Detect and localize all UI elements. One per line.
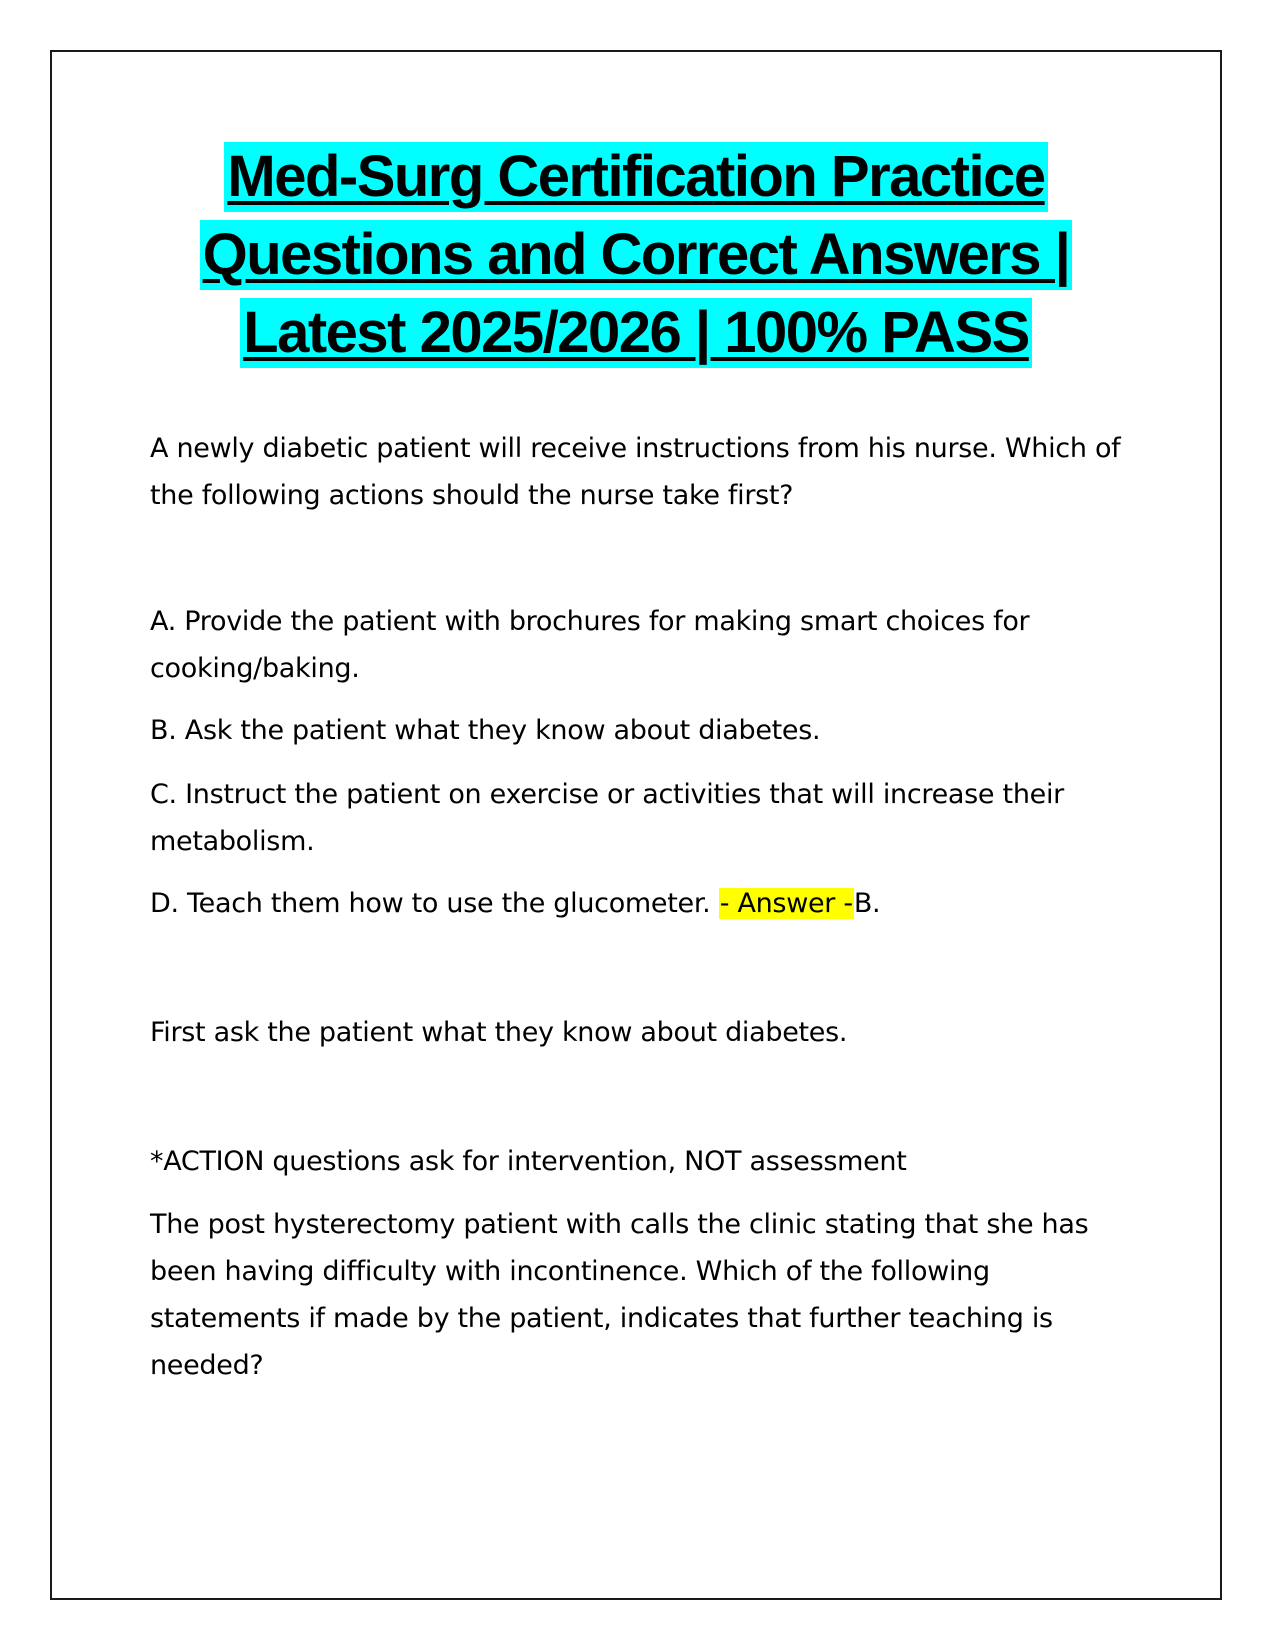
question-2-text: The post hysterectomy patient with calls the clinic stating that she has been having difficulty with incontinence. Which of the following statements if made by the patient, indicates that further teaching is needed? — [150, 1209, 1089, 1381]
title-line-2: Questions and Correct Answers | — [200, 220, 1073, 290]
question-1-text: A newly diabetic patient will receive instructions from his nurse. Which of the following actions should the nurse take first? — [150, 433, 1121, 511]
document-title — [150, 142, 1122, 376]
answer-label: - Answer - — [719, 888, 853, 919]
title-line-3: Latest 2025/2026 | 100% PASS — [240, 298, 1032, 368]
question-1-note: *ACTION questions ask for intervention, NOT assessment — [150, 1146, 907, 1177]
answer-value: B. — [853, 888, 881, 919]
question-1-option-b: B. Ask the patient what they know about diabetes. — [150, 715, 821, 746]
question-1-option-d: D. Teach them how to use the glucometer. — [150, 888, 719, 919]
question-1-option-d-line — [150, 880, 1130, 927]
question-1-option-c: C. Instruct the patient on exercise or activities that will increase their metabolism. — [150, 779, 1064, 857]
title-line-1: Med-Surg Certification Practice — [224, 142, 1047, 212]
question-1-option-a: A. Provide the patient with brochures for making smart choices for cooking/baking. — [150, 606, 1030, 684]
question-1-rationale: First ask the patient what they know about diabetes. — [150, 1017, 848, 1048]
